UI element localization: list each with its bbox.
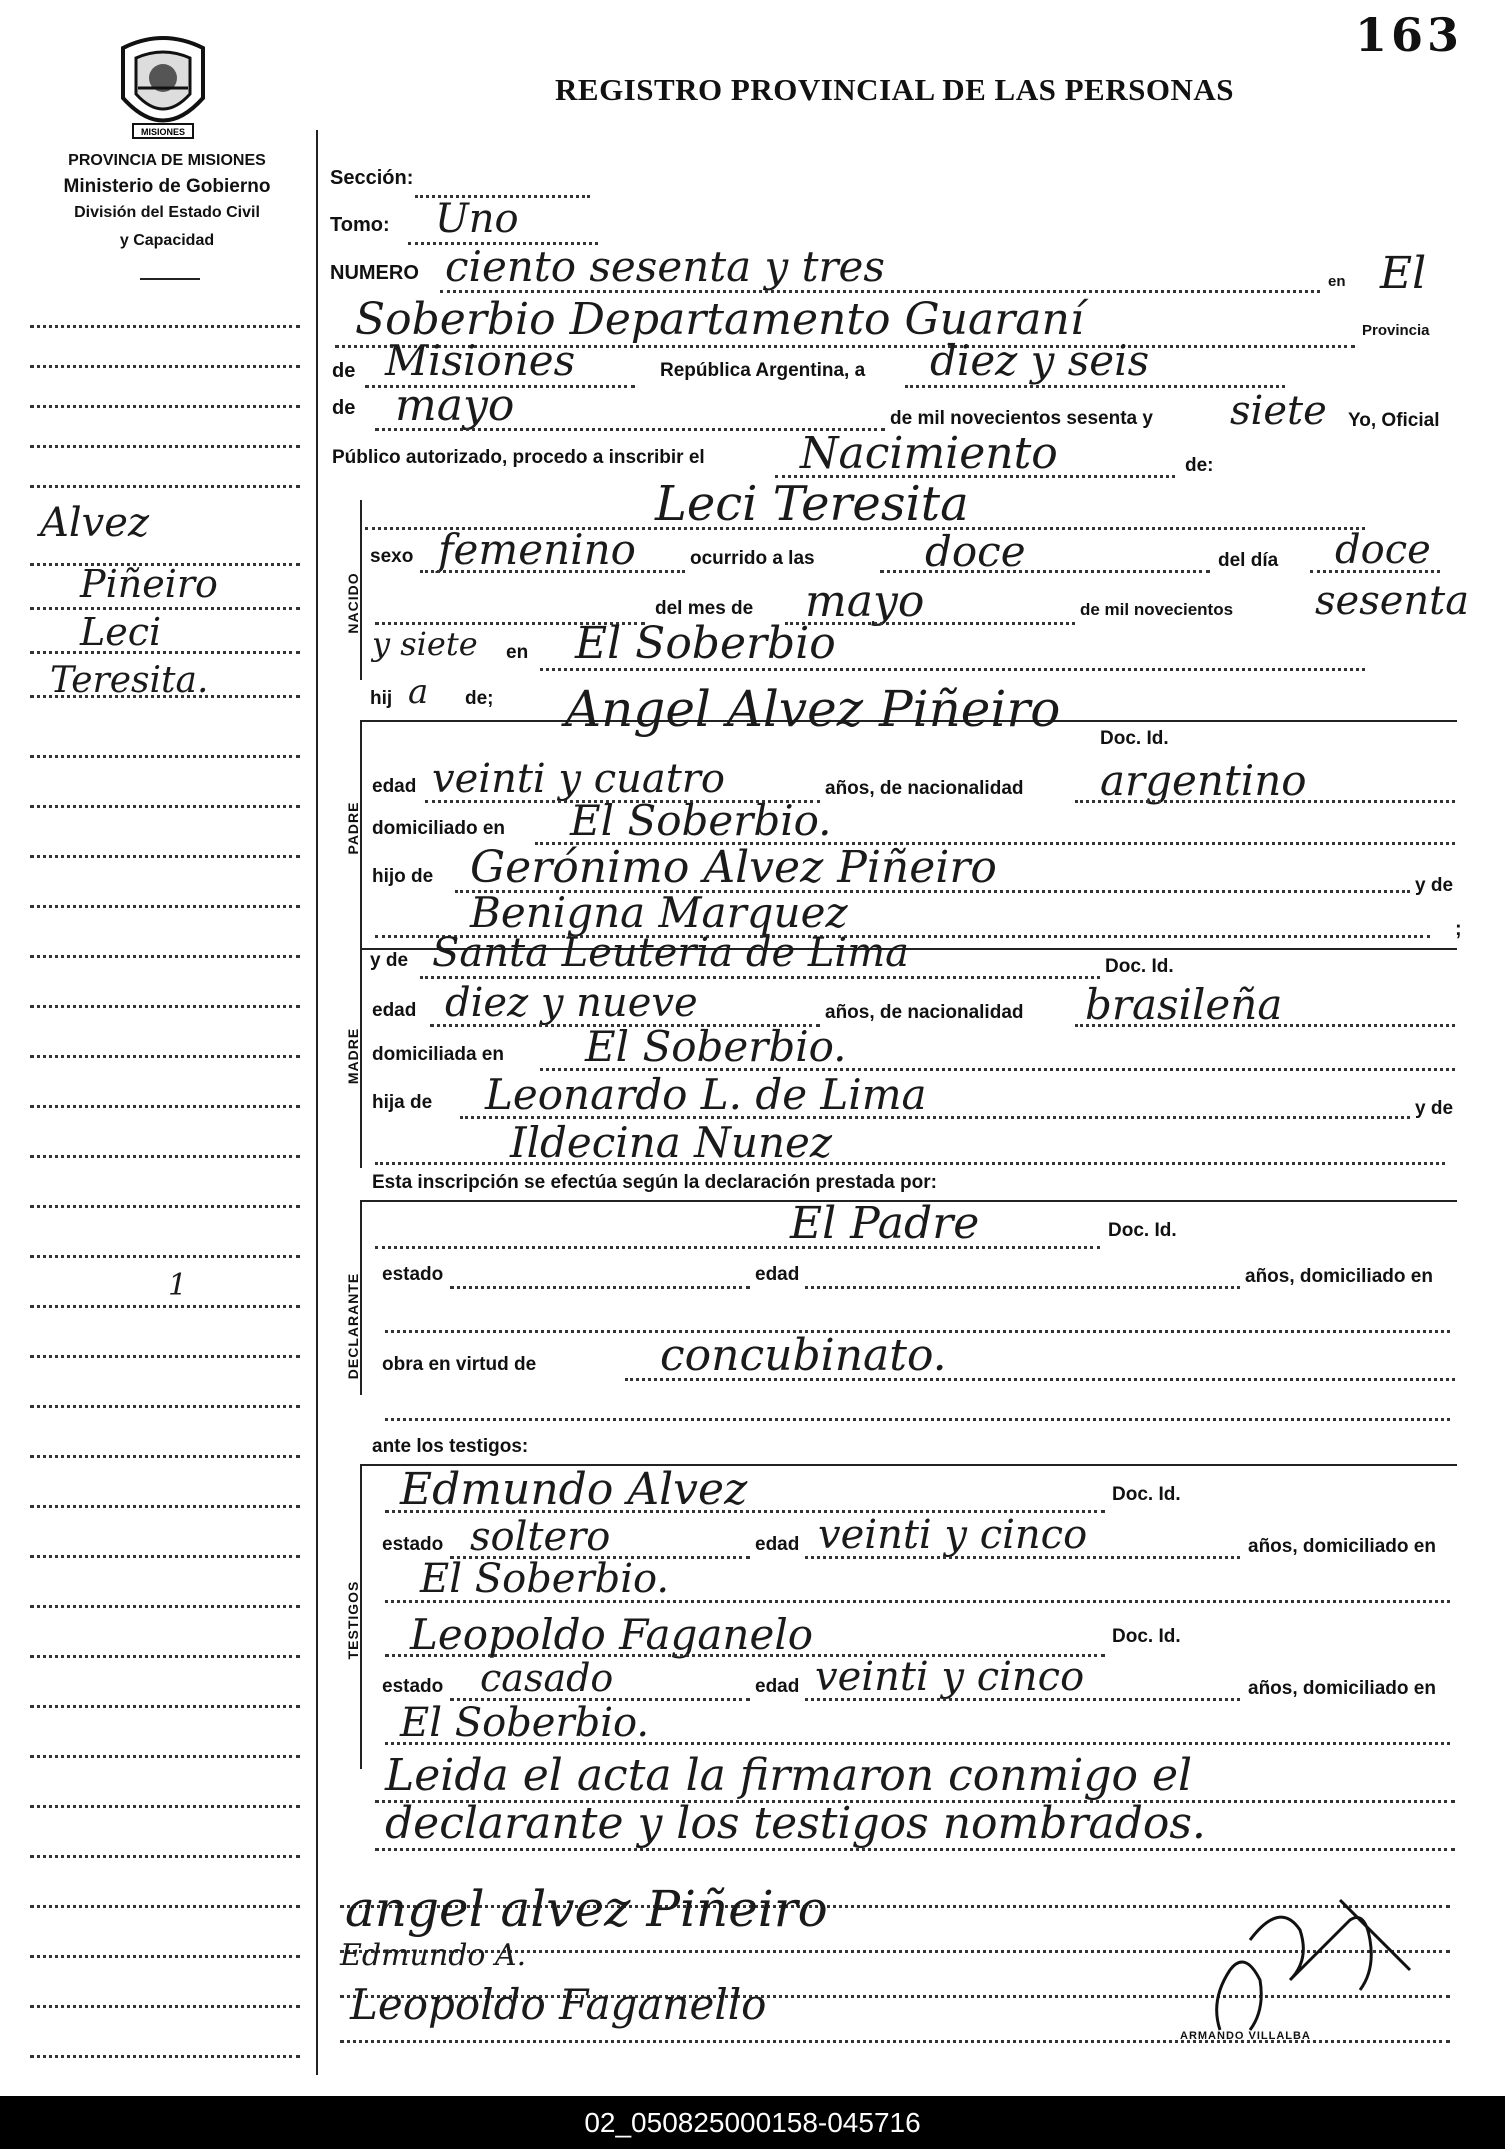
label-domiciliado-padre: domiciliado en xyxy=(372,818,506,839)
label-hijo-de: hijo de xyxy=(372,866,434,887)
entry-t2-estado: casado xyxy=(480,1656,614,1700)
label-estado-t1: estado xyxy=(382,1534,444,1555)
header-division: División del Estado Civil xyxy=(74,204,260,221)
label-de-colon: de: xyxy=(1185,455,1214,476)
provincial-seal xyxy=(108,28,218,148)
entry-lugar: Soberbio Departamento Guaraní xyxy=(355,294,1084,345)
official-signature xyxy=(1190,1880,1420,2050)
side-label-testigos: TESTIGOS xyxy=(345,1580,361,1660)
label-anos-dom-declarante: años, domiciliado en xyxy=(1245,1266,1433,1287)
label-edad-t2: edad xyxy=(755,1676,800,1697)
label-y-de-madre: y de xyxy=(370,950,409,971)
entry-t1-edad: veinti y cinco xyxy=(818,1512,1088,1558)
entry-ano: siete xyxy=(1230,388,1327,434)
label-publico: Público autorizado, procedo a inscribir el xyxy=(332,447,705,468)
entry-obra: concubinato. xyxy=(660,1330,947,1381)
entry-declarante: El Padre xyxy=(790,1198,980,1249)
footer-id: 02_050825000158-045716 xyxy=(0,2096,1505,2149)
label-de-mil: de mil novecientos sesenta y xyxy=(890,408,1153,429)
entry-padre: Angel Alvez Piñeiro xyxy=(565,680,1061,738)
label-ocurrido: ocurrido a las xyxy=(690,548,815,569)
entry-testigo2: Leopoldo Faganelo xyxy=(410,1610,814,1659)
entry-padre-madre: Benigna Marquez xyxy=(470,888,848,937)
label-edad-t1: edad xyxy=(755,1534,800,1555)
entry-t1-dom: El Soberbio. xyxy=(420,1556,670,1602)
label-anos-dom-t2: años, domiciliado en xyxy=(1248,1678,1436,1699)
entry-tomo: Uno xyxy=(435,196,519,242)
side-label-nacido: NACIDO xyxy=(345,572,361,634)
label-doc-id-madre: Doc. Id. xyxy=(1105,956,1174,977)
entry-lugar-nac: El Soberbio xyxy=(575,618,836,669)
side-label-declarante: DECLARANTE xyxy=(345,1272,361,1380)
label-tomo: Tomo: xyxy=(330,214,390,236)
entry-dia-nac: doce xyxy=(1335,527,1431,573)
seal-text: MISIONES xyxy=(140,127,186,137)
label-hija-de: hija de xyxy=(372,1092,433,1113)
entry-ano-nac-1: sesenta xyxy=(1315,578,1470,624)
entry-dia: diez y seis xyxy=(930,336,1150,385)
label-estado-declarante: estado xyxy=(382,1264,444,1285)
entry-mes: mayo xyxy=(395,380,515,431)
label-del-dia: del día xyxy=(1218,550,1279,571)
entry-nombre: Leci Teresita xyxy=(655,476,969,532)
entry-padre-dom: El Soberbio. xyxy=(570,796,832,845)
margin-rule xyxy=(316,130,318,2075)
closing-line2: declarante y los testigos nombrados. xyxy=(385,1798,1206,1849)
label-numero: NUMERO xyxy=(330,262,419,284)
label-seccion: Sección: xyxy=(330,167,414,189)
label-y-de-padre: y de xyxy=(1415,875,1454,896)
entry-madre-hija-de: Leonardo L. de Lima xyxy=(485,1070,927,1119)
entry-acto: Nacimiento xyxy=(800,428,1058,479)
label-doc-id-t1: Doc. Id. xyxy=(1112,1484,1181,1505)
label-hij: hij xyxy=(370,688,393,709)
entry-provincia: Misiones xyxy=(385,336,576,385)
entry-madre-nac: brasileña xyxy=(1085,980,1283,1029)
label-anos-nac-madre: años, de nacionalidad xyxy=(825,1002,1024,1023)
page-number: 163 xyxy=(1355,8,1464,62)
label-esta-inscripcion: Esta inscripción se efectúa según la declaración prestada por: xyxy=(372,1172,937,1193)
entry-madre-dom: El Soberbio. xyxy=(585,1022,847,1071)
entry-en: El xyxy=(1380,248,1427,299)
label-ante: ante los testigos: xyxy=(372,1436,529,1457)
label-en: en xyxy=(1328,273,1346,290)
entry-hij-suffix: a xyxy=(408,672,429,712)
document-title: REGISTRO PROVINCIAL DE LAS PERSONAS xyxy=(555,72,1234,107)
label-anos-dom-t1: años, domiciliado en xyxy=(1248,1536,1436,1557)
signature-witness1: Edmundo A. xyxy=(340,1938,527,1973)
margin-mark: 1 xyxy=(168,1268,188,1303)
label-yo-oficial: Yo, Oficial xyxy=(1348,410,1440,431)
label-y-de-madre2: y de xyxy=(1415,1098,1454,1119)
label-doc-id-declarante: Doc. Id. xyxy=(1108,1220,1177,1241)
margin-note-surname2: Piñeiro xyxy=(80,562,218,606)
label-sexo: sexo xyxy=(370,546,414,567)
entry-padre-nac: argentino xyxy=(1100,756,1307,805)
official-stamp: ARMANDO VILLALBA xyxy=(1180,2030,1311,2042)
entry-sexo: femenino xyxy=(438,525,636,574)
label-semicolon: ; xyxy=(1455,918,1462,940)
label-de-mes: de xyxy=(332,397,356,419)
signature-father: angel alvez Piñeiro xyxy=(345,1880,828,1938)
label-obra: obra en virtud de xyxy=(382,1354,537,1375)
entry-madre: Santa Leuteria de Lima xyxy=(432,930,909,976)
entry-hora: doce xyxy=(925,527,1026,576)
label-republica: República Argentina, a xyxy=(660,360,866,381)
entry-numero: ciento sesenta y tres xyxy=(445,242,885,291)
entry-madre-madre: Ildecina Nunez xyxy=(510,1118,832,1167)
header-capacity: y Capacidad xyxy=(119,232,215,249)
entry-t1-estado: soltero xyxy=(470,1514,611,1560)
label-edad-declarante: edad xyxy=(755,1264,800,1285)
label-doc-id-t2: Doc. Id. xyxy=(1112,1626,1181,1647)
label-edad-padre: edad xyxy=(372,776,417,797)
label-de-semicolon: de; xyxy=(465,688,494,709)
entry-t2-dom: El Soberbio. xyxy=(400,1700,650,1746)
label-provincia: Provincia xyxy=(1362,322,1430,339)
entry-ano-nac-2: y siete xyxy=(372,625,478,663)
margin-note-name1: Leci xyxy=(80,610,162,654)
label-doc-id-padre: Doc. Id. xyxy=(1100,728,1169,749)
label-domiciliada: domiciliada en xyxy=(372,1044,504,1065)
header-rule xyxy=(140,278,200,280)
margin-note-surname1: Alvez xyxy=(40,500,150,546)
closing-line1: Leida el acta la firmaron conmigo el xyxy=(385,1750,1193,1801)
entry-mes-nac: mayo xyxy=(805,576,925,627)
label-estado-t2: estado xyxy=(382,1676,444,1697)
header-province: PROVINCIA DE MISIONES xyxy=(68,152,266,169)
entry-padre-hijo-de: Gerónimo Alvez Piñeiro xyxy=(470,842,997,893)
entry-t2-edad: veinti y cinco xyxy=(815,1654,1085,1700)
label-del-mes: del mes de xyxy=(655,598,754,619)
label-de-mil-nov: de mil novecientos xyxy=(1080,600,1234,619)
signature-witness2: Leopoldo Faganello xyxy=(350,1980,767,2029)
label-de-provincia: de xyxy=(332,360,356,382)
margin-note-name2: Teresita. xyxy=(50,660,209,701)
header-ministry: Ministerio de Gobierno xyxy=(63,176,271,197)
side-label-madre: MADRE xyxy=(345,1027,361,1085)
side-label-padre: PADRE xyxy=(345,801,361,855)
label-edad-madre: edad xyxy=(372,1000,417,1021)
entry-testigo1: Edmundo Alvez xyxy=(400,1464,748,1515)
label-anos-nac-padre: años, de nacionalidad xyxy=(825,778,1024,799)
entry-padre-edad: veinti y cuatro xyxy=(432,756,726,802)
entry-madre-edad: diez y nueve xyxy=(445,980,698,1026)
label-en-nac: en xyxy=(506,642,529,663)
